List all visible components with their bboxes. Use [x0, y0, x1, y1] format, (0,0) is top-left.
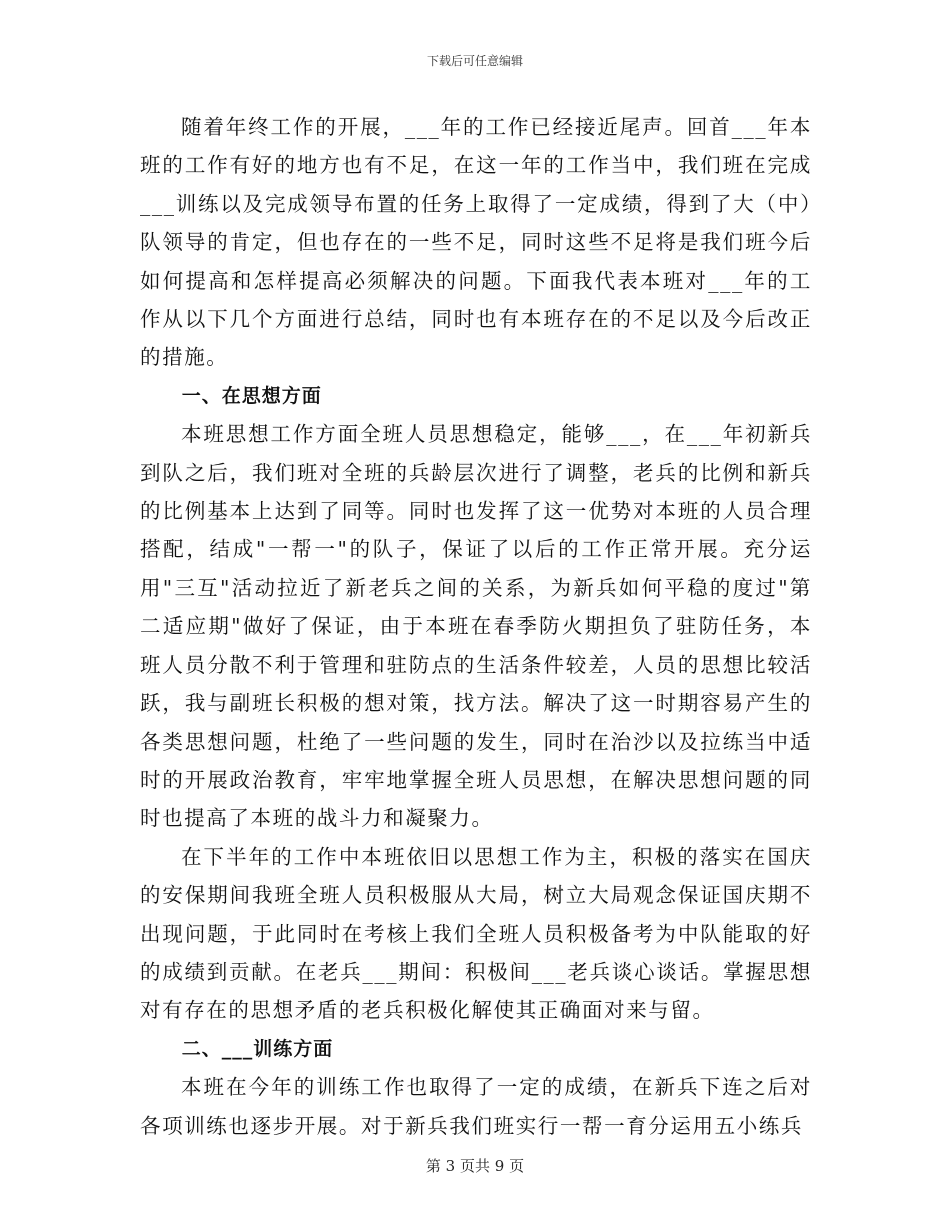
document-body — [140, 108, 812, 1145]
page-number: 第 3 页共 9 页 — [425, 1157, 525, 1175]
section-heading-training: 二、___训练方面 — [181, 1037, 334, 1060]
paragraph-thought-2: 在下半年的工作中本班依旧以思想工作为主，积极的落实在国庆的安保期间我班全班人员积极服从大局，树立大局观念保证国庆期不出现问题，于此同时在考核上我们全班人员积极备考为中队能取的好的成绩到贡献。在老兵___期间：积极间___老兵谈心谈话。掌握思想对有存在的思想矛盾的老兵积极化解使其正确面对来与留。 — [140, 844, 812, 1023]
paragraph-training: 本班在今年的训练工作也取得了一定的成绩，在新兵下连之后对各项训练也逐步开展。对于新兵我们班实行一帮一育分运用五小练兵 — [140, 1075, 812, 1138]
section-heading-thought: 一、在思想方面 — [181, 384, 322, 407]
page-header: 下载后可任意编辑 — [426, 54, 523, 68]
paragraph-thought-1: 本班思想工作方面全班人员思想稳定，能够___，在___年初新兵到队之后，我们班对全班的兵龄层次进行了调整，老兵的比例和新兵的比例基本上达到了同等。同时也发挥了这一优势对本班的人员合理搭配，结成"一帮一"的队子，保证了以后的工作正常开展。充分运用"三互"活动拉近了新老兵之间的关系，为新兵如何平稳的度过"第二适应期"做好了保证，由于本班在春季防火期担负了驻防任务，本班人员分散不利于管理和驻防点的生活条件较差，人员的思想比较活跃，我与副班长积极的想对策，找方法。解决了这一时期容易产生的各类思想问题，杜绝了一些问题的发生，同时在治沙以及拉练当中适时的开展政治教育，牢牢地掌握全班人员思想，在解决思想问题的同时也提高了本班的战斗力和凝聚力。 — [140, 422, 812, 831]
paragraph-intro: 随着年终工作的开展，___年的工作已经接近尾声。回首___年本班的工作有好的地方也有不足，在这一年的工作当中，我们班在完成___训练以及完成领导布置的任务上取得了一定成绩，得到了大（中）队领导的肯定，但也存在的一些不足，同时这些不足将是我们班今后如何提高和怎样提高必须解决的问题。下面我代表本班对___年的工作从以下几个方面进行总结，同时也有本班存在的不足以及今后改正的措施。 — [140, 115, 812, 370]
